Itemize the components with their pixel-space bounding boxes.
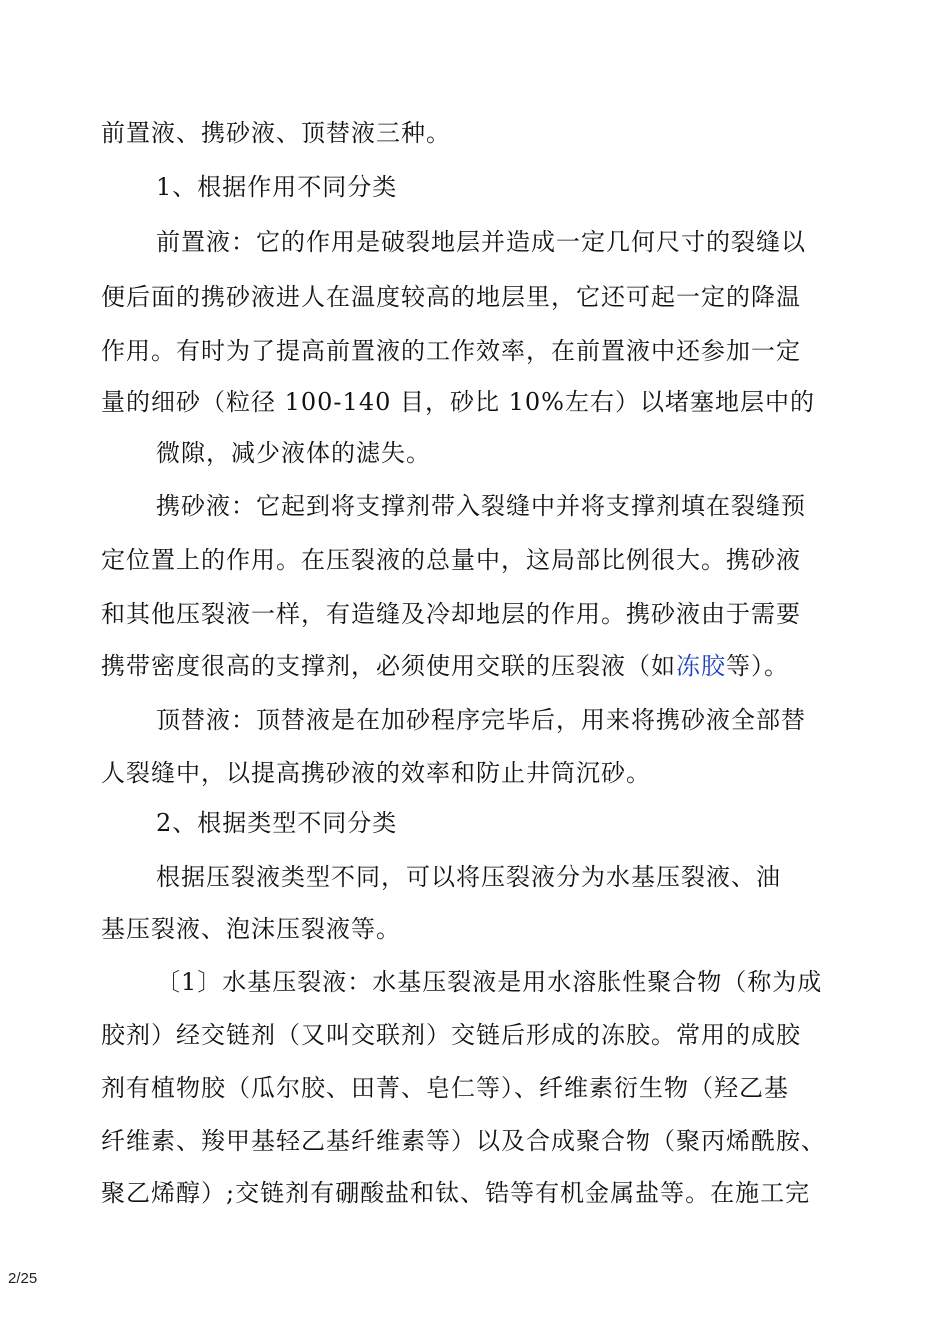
text-line: 前置液：它的作用是破裂地层并造成一定几何尺寸的裂缝以	[156, 228, 806, 256]
text-line: 便后面的携砂液进人在温度较高的地层里，它还可起一定的降温	[101, 283, 801, 311]
text-segment: 等）。	[726, 652, 789, 680]
text-line: 携砂液：它起到将支撑剂带入裂缝中并将支撑剂填在裂缝预	[156, 492, 806, 520]
text-line: 基压裂液、泡沫压裂液等。	[101, 915, 401, 943]
text-line: 胶剂）经交链剂（又叫交联剂）交链后形成的冻胶。常用的成胶	[101, 1021, 801, 1049]
text-line: 前置液、携砂液、顶替液三种。	[101, 119, 451, 147]
text-line: 和其他压裂液一样，有造缝及冷却地层的作用。携砂液由于需要	[101, 600, 801, 628]
text-line: 聚乙烯醇）;交链剂有硼酸盐和钛、锆等有机金属盐等。在施工完	[101, 1179, 811, 1207]
page-number: 2/25	[8, 1270, 38, 1287]
text-line: 量的细砂（粒径 100-140 目，砂比 10%左右）以堵塞地层中的	[101, 388, 815, 416]
text-line-with-link	[101, 651, 789, 681]
text-line: 根据压裂液类型不同，可以将压裂液分为水基压裂液、油	[156, 863, 781, 891]
text-line: 剂有植物胶（瓜尔胶、田菁、皂仁等）、纤维素衍生物（羟乙基	[101, 1074, 789, 1102]
text-line: 纤维素、羧甲基轻乙基纤维素等）以及合成聚合物（聚丙烯酰胺、	[101, 1127, 826, 1155]
link-dongjiao[interactable]: 冻胶	[676, 652, 726, 680]
text-line: 人裂缝中，以提高携砂液的效率和防止井筒沉砂。	[101, 759, 651, 787]
section-heading: 1、根据作用不同分类	[156, 173, 398, 201]
text-segment: 携带密度很高的支撑剂，必须使用交联的压裂液（如	[101, 652, 676, 680]
text-line: 顶替液：顶替液是在加砂程序完毕后，用来将携砂液全部替	[156, 706, 806, 734]
section-heading: 2、根据类型不同分类	[156, 809, 398, 837]
text-line: 〔1〕水基压裂液：水基压裂液是用水溶胀性聚合物（称为成	[156, 968, 823, 996]
text-line: 微隙，减少液体的滤失。	[156, 439, 431, 467]
text-line: 作用。有时为了提高前置液的工作效率，在前置液中还参加一定	[101, 337, 801, 365]
text-line: 定位置上的作用。在压裂液的总量中，这局部比例很大。携砂液	[101, 546, 801, 574]
